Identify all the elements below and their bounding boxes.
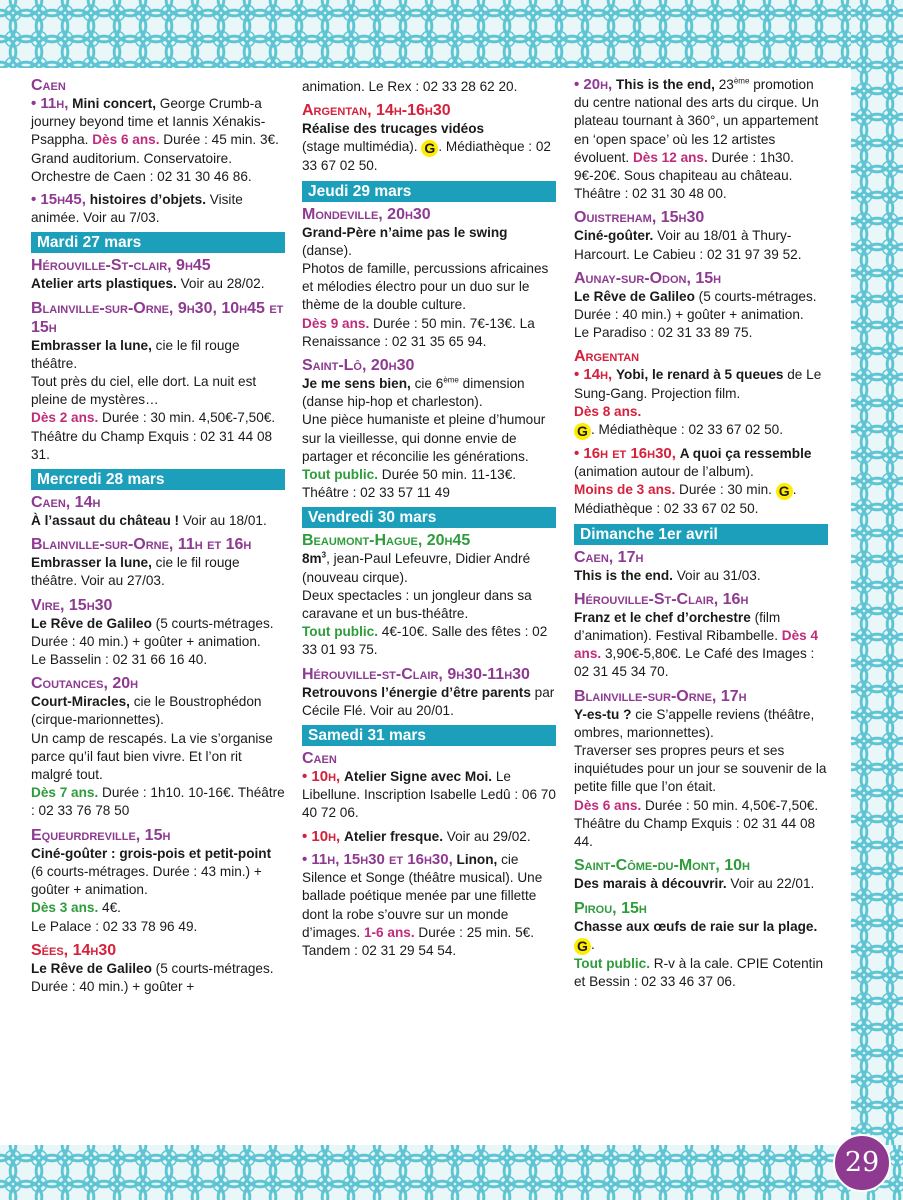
day-header-mercredi: Mercredi 28 mars xyxy=(31,469,285,490)
listing: Pirou, 15h Chasse aux œufs de raie sur la plage. G . Tout public. R-v à la cale. CPIE Cotentin et Bessin : 02 33 46 37 06. xyxy=(574,899,824,989)
listing: • 10h, Atelier fresque. Voir au 29/02. xyxy=(302,827,531,845)
listing: Mondeville, 20h30 Grand-Père n’aime pas le swing (danse). Photos de famille, percussions africaines et mélodies électro pour un duo sur le thème de la double culture. Dès 9 ans. Durée : 50 min. 7€-13€. La Renaissance : 02 31 35 65 94. xyxy=(302,205,549,349)
listing: Sées, 14h30 Le Rêve de Galileo (5 courts-métrages. Durée : 40 min.) + goûter + xyxy=(31,941,274,994)
listing: Coutances, 20h Court-Miracles, cie le Boustrophédon (cirque-marionnettes). Un camp de rescapés. La vie s’organise parce qu’il faut bien vivre. Et l’on rit malgré tout. Dès 7 ans. Durée : 1h10. 10-16€. Théâtre : 02 33 76 78 50 xyxy=(31,675,285,819)
listing: Aunay-sur-Odon, 15h Le Rêve de Galileo (5 courts-métrages. Durée : 40 min.) + goûter + animation. Le Paradiso : 02 31 33 89 75. xyxy=(574,269,817,341)
g-label-icon: G xyxy=(574,423,591,440)
listing: Equeurdreville, 15h Ciné-goûter : grois-pois et petit-point (6 courts-métrages. Durée : 43 min.) + goûter + animation. Dès 3 ans. 4€. Le Palace : 02 33 78 96 49. xyxy=(31,826,272,934)
city-heading: Caen xyxy=(31,77,66,94)
listing: Saint-Côme-du-Mont, 10h Des marais à découvrir. Voir au 22/01. xyxy=(574,857,815,892)
listing: Beaumont-Hague, 20h45 $8m^3$, jean-Paul Lefeuvre, Didier André (nouveau cirque). Deux spectacles : un jongleur dans sa caravane et un bus-théâtre. Tout public. 4€-10€. Salle des fêtes : 02 33 01 93 75. xyxy=(302,532,548,658)
decorative-pattern-bottom xyxy=(0,1145,903,1200)
listing: Saint-Lô, 20h30 Je me sens bien, cie 6ème dimension (danse hip-hop et charleston). Une pièce humaniste et pleine d’humour sur la vieillesse, qui donne envie de partager et réconcilie les générations. Tout public. Durée 50 min. 11-13€. Théâtre : 02 33 57 11 49 xyxy=(302,357,546,501)
listing-caen xyxy=(31,76,285,227)
g-label-icon: G xyxy=(574,938,591,955)
decorative-pattern-right xyxy=(851,0,903,1200)
g-label-icon: G xyxy=(776,483,793,500)
decorative-pattern-top xyxy=(0,0,903,68)
listing: • 16h et 16h30, A quoi ça ressemble (animation autour de l’album). Moins de 3 ans. Durée : 30 min. G . Médiathèque : 02 33 67 02 50. xyxy=(574,445,812,517)
day-header-mardi: Mardi 27 mars xyxy=(31,232,285,253)
column-3 xyxy=(574,76,828,996)
listing: Ouistreham, 15h30 Ciné-goûter. Voir au 18/01 à Thury-Harcourt. Le Cabieu : 02 31 97 39 52. xyxy=(574,209,802,262)
listing: Vire, 15h30 Le Rêve de Galileo (5 courts-métrages. Durée : 40 min.) + goûter + animation. Le Basselin : 02 31 66 16 40. xyxy=(31,596,274,668)
listing: Blainville-sur-Orne, 9h30, 10h45 et 15h Embrasser la lune, cie le fil rouge théâtre. Tout près du ciel, elle dort. La nuit est pleine de mystères… Dès 2 ans. Durée : 30 min. 4,50€-7,50€. Théâtre du Champ Exquis : 02 31 44 08 31. xyxy=(31,299,284,462)
column-2: animation. Le Rex : 02 33 28 62 20. Argentan, 14h-16h30 Réalise des trucages vidéos (stage multimédia). G . Médiathèque : 02 33 67 02 50. Jeudi 29 mars Mondeville, 20h30 Grand-Père n’aime pas le swing (danse). Photos de famille, percussions africaines et mélodies électro pour un duo sur le thème de la double culture. Dès 9 ans. Durée : 50 min. 7€-13€. La Renaissance : 02 31 35 65 94. Saint-Lô, 20h30 Je me sens bien, cie 6ème dimension (danse hip-hop et charleston). Une pièce humaniste et pleine d’humour sur la vieillesse, qui donne envie de partager et réconcilie les générations. Tout public. Durée 50 min. 11-13€. Théâtre : 02 33 57 11 49 Vendredi 30 mars Beaumont-Hague, 20h45 $8m^3$, jean-Paul Lefeuvre, Didier André (nouveau cirque). Deux spectacles : un jongleur dans sa caravane et un bus-théâtre. Tout public. 4€-10€. Salle des fêtes : 02 33 01 93 75. Hérouville-st-Clair, 9h30-11h30 Retrouvons l’énergie d’être parents par Cécile Flé. Voir au 20/01. Samedi 31 mars Caen • 10h, Atelier Signe avec Moi. Le Libellune. Inscription Isabelle Ledû : 06 70 40 72 06. • 10h, Atelier fresque. Voir au 29/02. • 11h, 15h30 et 16h30, Linon, cie Silence et Songe (théâtre musical). Une ballade poétique menée par une fillette dont la robe s’ouvre sur un monde d’images. 1-6 ans. Durée : 25 min. 5€. Tandem : 02 31 29 54 54. xyxy=(302,78,556,965)
day-header-jeudi: Jeudi 29 mars xyxy=(302,181,556,202)
g-label-icon: G xyxy=(421,140,438,157)
day-header-dimanche: Dimanche 1er avril xyxy=(574,524,828,545)
listing: Caen, 14h À l’assaut du château ! Voir au 18/01. xyxy=(31,494,267,529)
listing: Argentan • 14h, Yobi, le renard à 5 queues de Le Sung-Gang. Projection film. Dès 8 ans. G . Médiathèque : 02 33 67 02 50. xyxy=(574,348,822,440)
listing: • 11h, 15h30 et 16h30, Linon, cie Silence et Songe (théâtre musical). Une ballade poétique menée par une fillette dont la robe s’ouvre sur un monde d’images. 1-6 ans. Durée : 25 min. 5€. Tandem : 02 31 29 54 54. xyxy=(302,850,543,958)
listing: • 10h, Atelier Signe avec Moi. Le Libellune. Inscription Isabelle Ledû : 06 70 40 72 06. xyxy=(302,768,556,821)
listing: Hérouville-St-Clair, 16h Franz et le chef d’orchestre (film d’animation). Festival Ribambelle. Dès 4 ans. 3,90€-5,80€. Le Café des Images : 02 31 45 34 70. xyxy=(574,590,819,680)
listing: Caen, 17h This is the end. Voir au 31/03. xyxy=(574,548,761,583)
listing: Blainville-sur-Orne, 11h et 16h Embrasser la lune, cie le fil rouge théâtre. Voir au 27/03. xyxy=(31,536,252,589)
day-header-vendredi: Vendredi 30 mars xyxy=(302,507,556,528)
event-text: • 15h45, histoires d’objets. Visite animée. Voir au 7/03. xyxy=(31,191,243,226)
listing: • 20h, This is the end, 23ème promotion du centre national des arts du cirque. Un plateau tournant à 360°, un appartement en ‘open space’ où les 12 artistes évoluent. Dès 12 ans. Durée : 1h30. 9€-20€. Sous chapiteau au château. Théâtre : 02 31 30 48 00. xyxy=(574,76,819,202)
listing: Hérouville-st-Clair, 9h30-11h30 Retrouvons l’énergie d’être parents par Cécile Flé. Voir au 20/01. xyxy=(302,665,555,718)
day-header-samedi: Samedi 31 mars xyxy=(302,725,556,746)
listing: Hérouville-St-clair, 9h45 Atelier arts plastiques. Voir au 28/02. xyxy=(31,257,265,292)
listing: Blainville-sur-Orne, 17h Y-es-tu ? cie S’appelle reviens (théâtre, ombres, marionnettes). Traverser ses propres peurs et ses inquiétudes pour un jour se souvenir de la petite fille que l’on était. Dès 6 ans. Durée : 50 min. 4,50€-7,50€. Théâtre du Champ Exquis : 02 31 44 08 44. xyxy=(574,687,827,850)
page-number-badge: 29 xyxy=(833,1134,891,1192)
event-text: • 11h, Mini concert, George Crumb-a journey beyond time et Iannis Xénakis-Psappha. Dès 6 ans. Durée : 45 min. 3€. Grand auditorium. Conservatoire. Orchestre de Caen : 02 31 30 46 86. xyxy=(31,95,279,184)
listing: Argentan, 14h-16h30 Réalise des trucages vidéos (stage multimédia). G . Médiathèque : 02 33 67 02 50. xyxy=(302,102,551,174)
listing-continued: animation. Le Rex : 02 33 28 62 20. xyxy=(302,79,518,94)
column-1 xyxy=(31,76,285,1001)
